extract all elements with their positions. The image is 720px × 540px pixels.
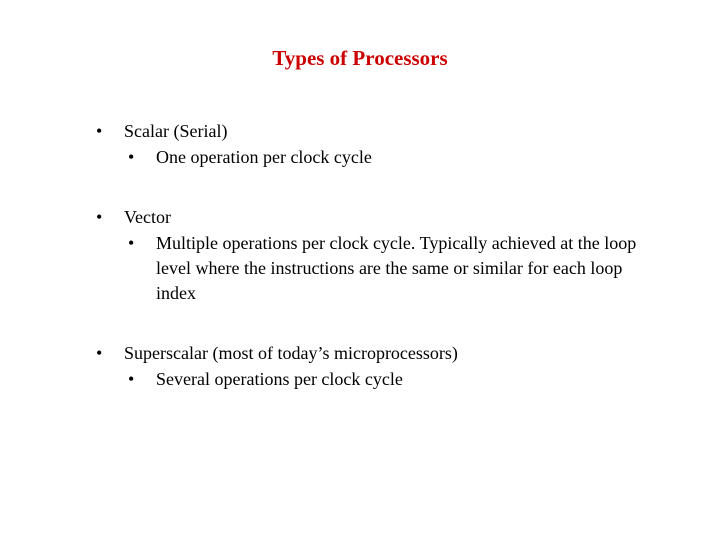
- slide-title: Types of Processors: [272, 46, 448, 70]
- bullet-item-vector: [96, 205, 676, 303]
- bullet-marker: •: [96, 121, 103, 141]
- sub-bullet-text: Multiple operations per clock cycle. Typically achieved at the loop level where the instructions are the same or similar for each loop index: [156, 233, 637, 303]
- bullet-text: Superscalar (most of today’s microprocessors): [124, 343, 458, 363]
- bullet-item-superscalar: [96, 341, 676, 389]
- bullet-marker: •: [96, 343, 103, 363]
- sub-bullet-text: Several operations per clock cycle: [156, 369, 403, 389]
- bullet-text: Scalar (Serial): [124, 121, 228, 141]
- bullet-item-scalar: [96, 119, 676, 167]
- sub-bullet-marker: •: [128, 147, 135, 167]
- sub-bullet-marker: •: [128, 233, 135, 253]
- sub-bullet-marker: •: [128, 369, 135, 389]
- bullet-text: Vector: [124, 207, 171, 227]
- sub-bullet-text: One operation per clock cycle: [156, 147, 372, 167]
- bullet-marker: •: [96, 207, 103, 227]
